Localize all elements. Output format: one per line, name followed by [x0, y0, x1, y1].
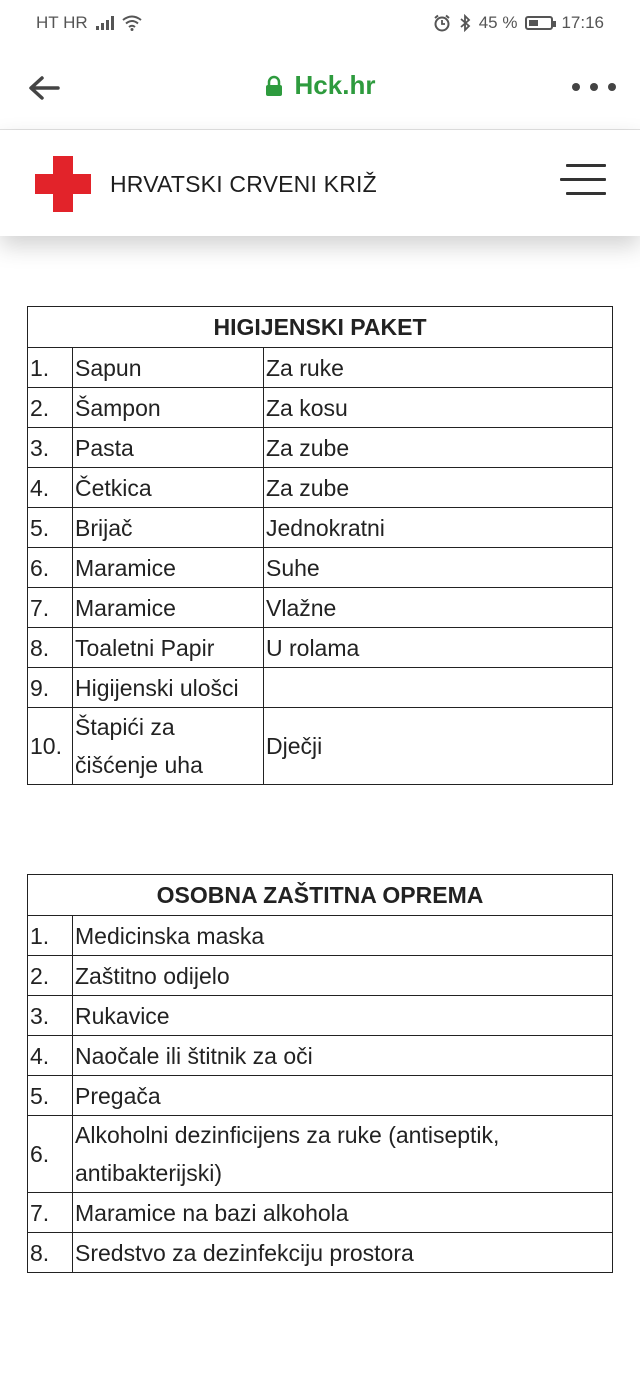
item-name: Medicinska maska — [73, 916, 613, 956]
table-row — [28, 628, 613, 668]
red-cross-logo[interactable] — [35, 156, 91, 212]
status-bar — [0, 0, 640, 46]
battery-percent: 45 % — [478, 13, 518, 32]
clock: 17:16 — [561, 13, 604, 32]
table-row — [28, 468, 613, 508]
item-name: Sredstvo za dezinfekciju prostora — [73, 1233, 613, 1273]
signal-icon — [96, 16, 114, 30]
row-number: 5. — [28, 508, 73, 548]
table-title: HIGIJENSKI PAKET — [28, 307, 613, 348]
item-note: Vlažne — [264, 588, 613, 628]
item-name: Štapići za čišćenje uha — [73, 708, 264, 785]
carrier-label: HT HR — [36, 13, 88, 32]
row-number: 7. — [28, 588, 73, 628]
table-row — [28, 588, 613, 628]
item-name: Zaštitno odijelo — [73, 956, 613, 996]
row-number: 2. — [28, 956, 73, 996]
row-number: 3. — [28, 996, 73, 1036]
table-row — [28, 508, 613, 548]
item-name: Brijač — [73, 508, 264, 548]
item-note: U rolama — [264, 628, 613, 668]
row-number: 5. — [28, 1076, 73, 1116]
item-name: Pasta — [73, 428, 264, 468]
table-row — [28, 708, 613, 785]
item-name: Četkica — [73, 468, 264, 508]
table-row — [28, 388, 613, 428]
row-number: 1. — [28, 348, 73, 388]
item-note: Za ruke — [264, 348, 613, 388]
hygiene-package-table — [27, 306, 613, 785]
table-row — [28, 428, 613, 468]
row-number: 3. — [28, 428, 73, 468]
row-number: 6. — [28, 1116, 73, 1193]
table-row — [28, 916, 613, 956]
item-name: Higijenski ulošci — [73, 668, 264, 708]
browser-toolbar — [0, 46, 640, 130]
row-number: 1. — [28, 916, 73, 956]
dot-icon — [608, 83, 616, 91]
item-name: Maramice — [73, 588, 264, 628]
table-row — [28, 1193, 613, 1233]
more-options-button[interactable] — [572, 74, 616, 100]
table-row — [28, 996, 613, 1036]
item-note — [264, 668, 613, 708]
table-row — [28, 1116, 613, 1193]
lock-icon — [265, 75, 283, 97]
item-name: Sapun — [73, 348, 264, 388]
item-name: Rukavice — [73, 996, 613, 1036]
item-name: Pregača — [73, 1076, 613, 1116]
alarm-icon — [433, 14, 451, 32]
url-display[interactable] — [0, 70, 640, 101]
item-note: Za kosu — [264, 388, 613, 428]
table-row — [28, 548, 613, 588]
table-row — [28, 1076, 613, 1116]
table-row — [28, 956, 613, 996]
table-row — [28, 348, 613, 388]
ppe-table — [27, 874, 613, 1273]
item-name: Maramice na bazi alkohola — [73, 1193, 613, 1233]
item-name: Maramice — [73, 548, 264, 588]
row-number: 2. — [28, 388, 73, 428]
table-row — [28, 668, 613, 708]
battery-icon — [525, 16, 553, 30]
table-row — [28, 1233, 613, 1273]
site-title[interactable]: HRVATSKI CRVENI KRIŽ — [110, 171, 377, 197]
row-number: 6. — [28, 548, 73, 588]
hamburger-menu-button[interactable] — [560, 164, 606, 200]
item-name: Toaletni Papir — [73, 628, 264, 668]
item-note: Dječji — [264, 708, 613, 785]
table-title: OSOBNA ZAŠTITNA OPREMA — [28, 875, 613, 916]
row-number: 9. — [28, 668, 73, 708]
item-note: Jednokratni — [264, 508, 613, 548]
dot-icon — [590, 83, 598, 91]
wifi-icon — [122, 15, 142, 31]
dot-icon — [572, 83, 580, 91]
row-number: 10. — [28, 708, 73, 785]
item-name: Naočale ili štitnik za oči — [73, 1036, 613, 1076]
item-name: Alkoholni dezinficijens za ruke (antiseptik, antibakterijski) — [73, 1116, 613, 1193]
item-name: Šampon — [73, 388, 264, 428]
bluetooth-icon — [459, 14, 471, 32]
row-number: 4. — [28, 468, 73, 508]
item-note: Suhe — [264, 548, 613, 588]
row-number: 7. — [28, 1193, 73, 1233]
row-number: 4. — [28, 1036, 73, 1076]
url-text: Hck.hr — [294, 70, 376, 100]
row-number: 8. — [28, 1233, 73, 1273]
item-note: Za zube — [264, 428, 613, 468]
site-header — [0, 130, 640, 236]
item-note: Za zube — [264, 468, 613, 508]
table-row — [28, 1036, 613, 1076]
row-number: 8. — [28, 628, 73, 668]
